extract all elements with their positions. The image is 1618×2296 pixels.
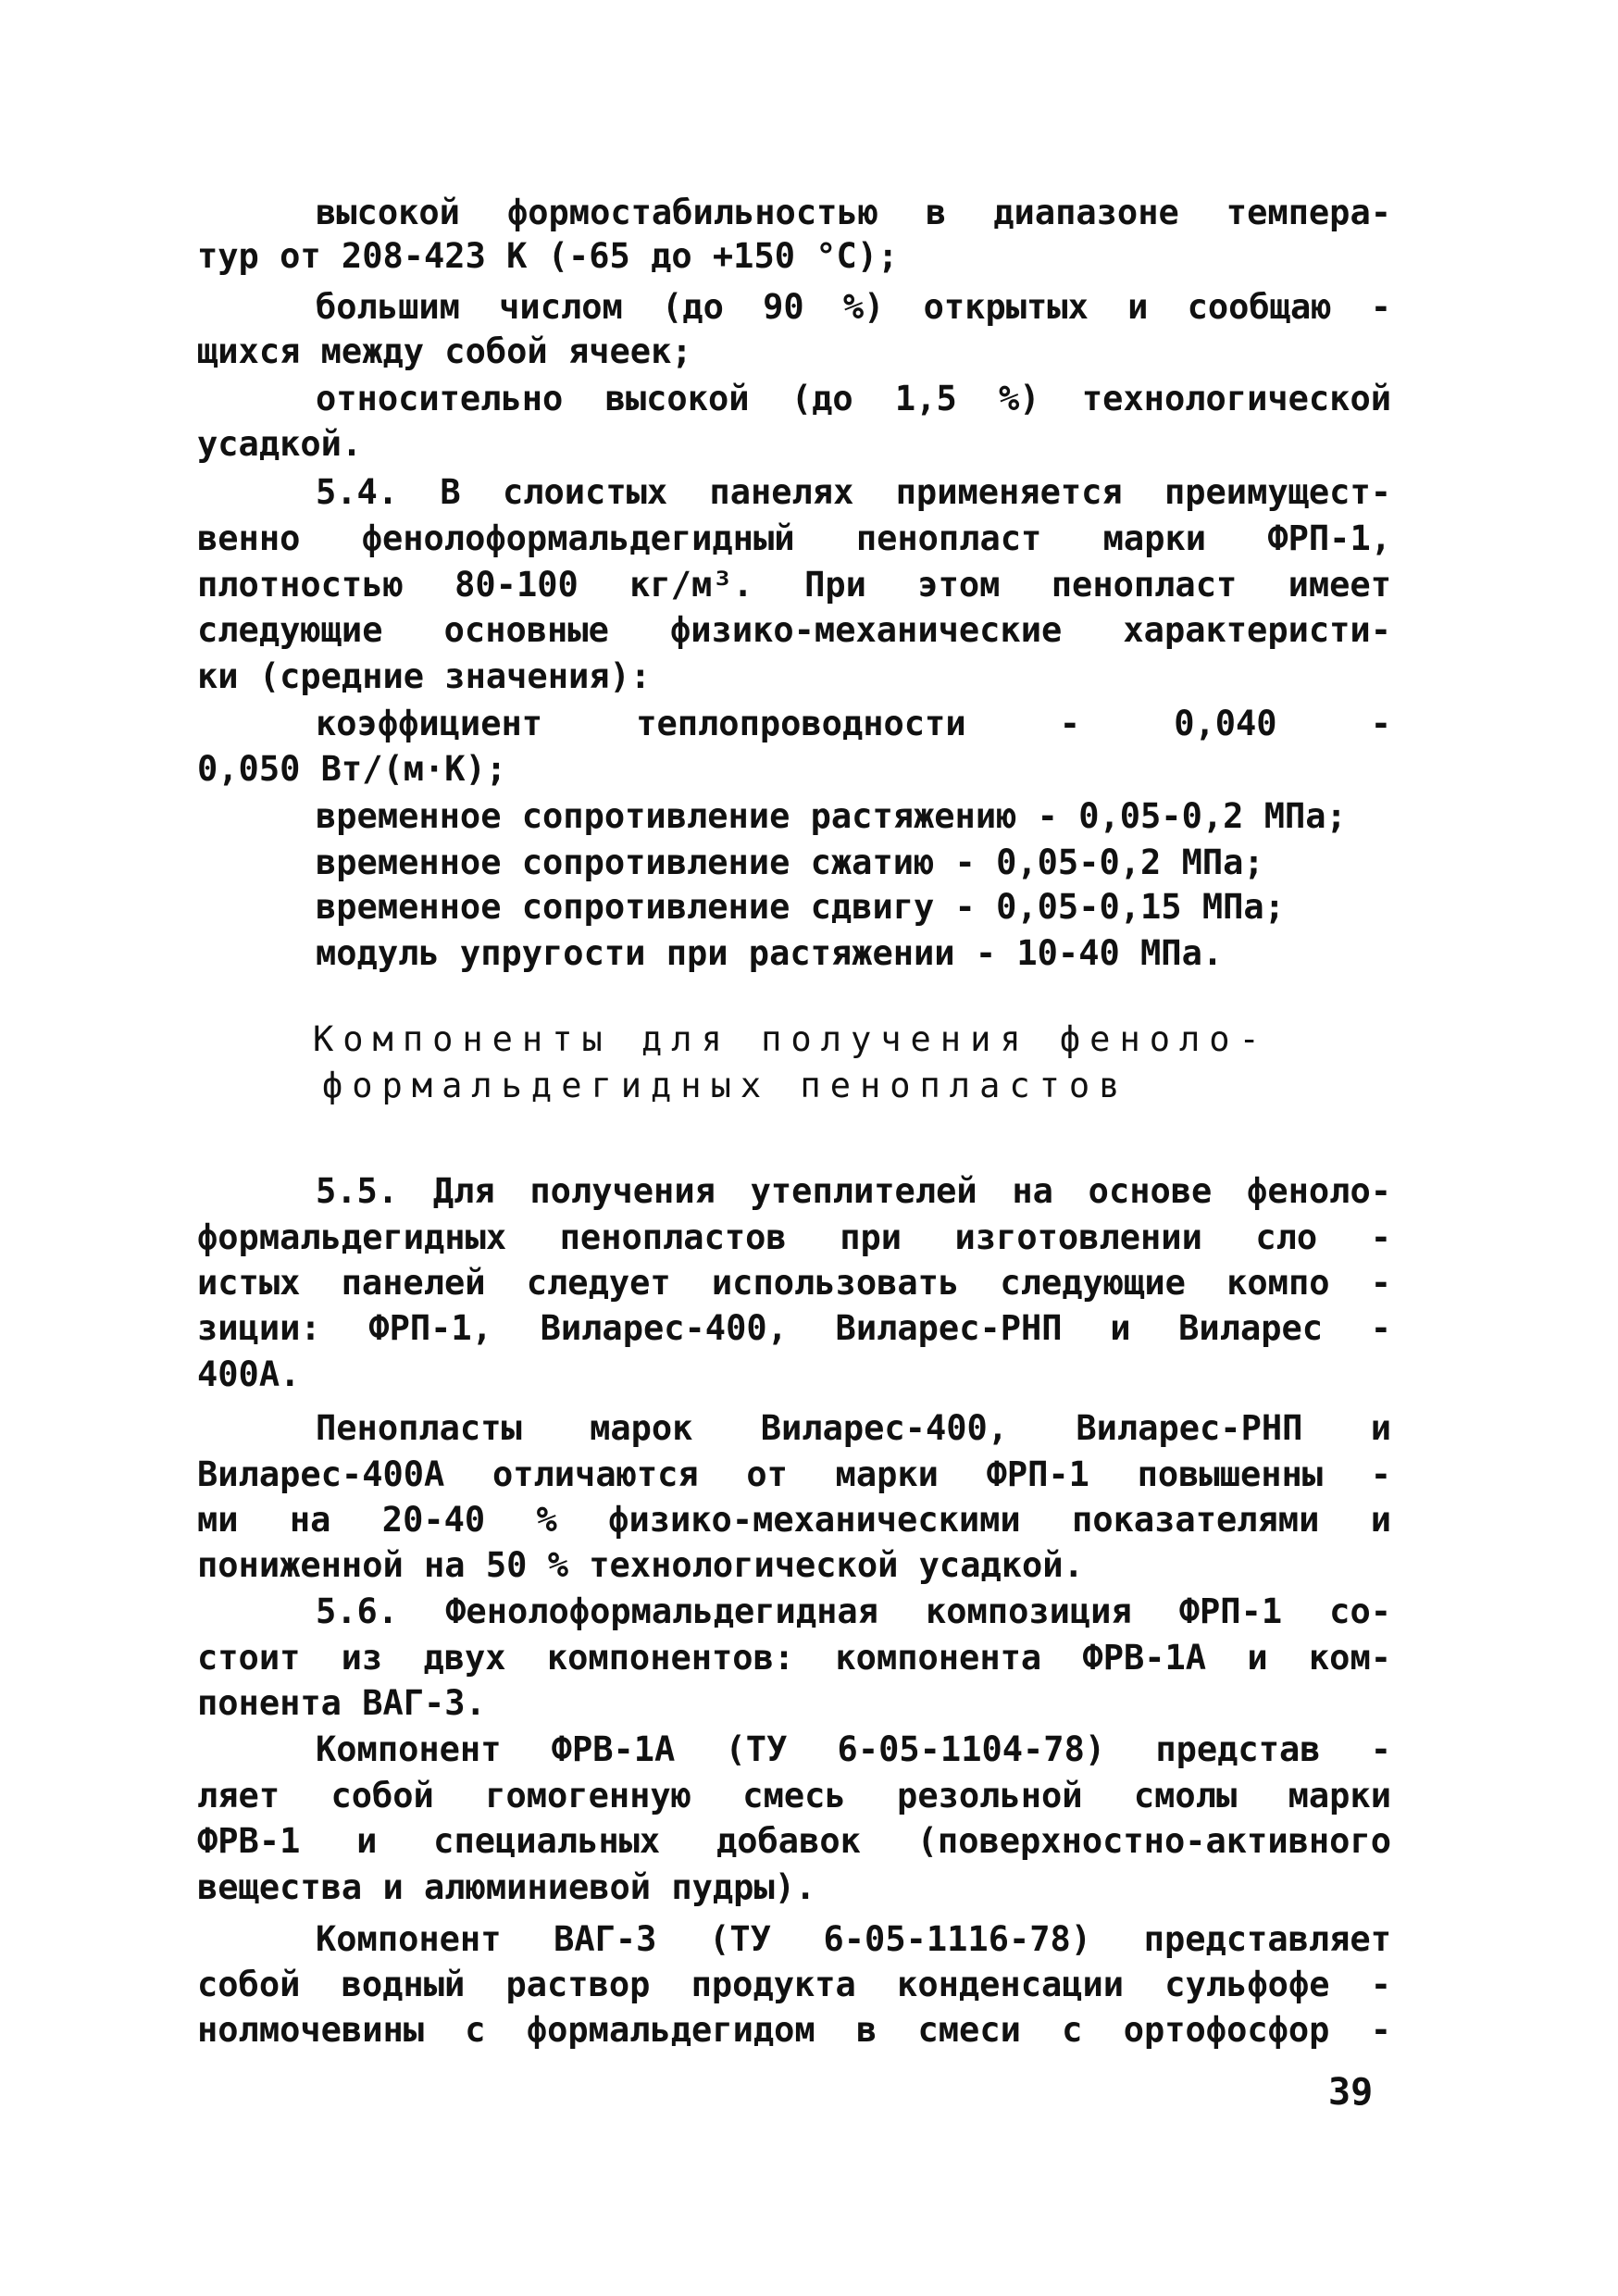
text-line: ФРВ-1 и специальных добавок (поверхностно-активного xyxy=(197,1821,1391,1861)
text-line: венно фенолоформальдегидный пенопласт марки ФРП-1, xyxy=(197,518,1391,558)
text-line: пониженной на 50 % технологической усадкой. xyxy=(197,1545,1084,1585)
text-line: временное сопротивление сдвигу - 0,05-0,15 МПа; xyxy=(316,887,1285,927)
text-line: Виларес-400А отличаются от марки ФРП-1 повышенны - xyxy=(197,1454,1391,1494)
text-line: щихся между собой ячеек; xyxy=(197,331,692,371)
text-line: ки (средние значения): xyxy=(197,656,652,696)
text-line: собой водный раствор продукта конденсации сульфофе - xyxy=(197,1965,1391,2004)
text-line: стоит из двух компонентов: компонента ФРВ-1А и ком- xyxy=(197,1638,1391,1678)
text-line: плотностью 80-100 кг/м³. При этом пенопласт имеет xyxy=(197,565,1391,605)
text-line: зиции: ФРП-1, Виларес-400, Виларес-РНП и Виларес - xyxy=(197,1308,1391,1348)
text-line: временное сопротивление растяжению - 0,05-0,2 МПа; xyxy=(316,796,1347,836)
text-line: временное сопротивление сжатию - 0,05-0,2 МПа; xyxy=(316,842,1264,882)
text-line: коэффициент теплопроводности - 0,040 - xyxy=(316,704,1391,743)
text-line: высокой формостабильностью в диапазоне темпера- xyxy=(316,193,1391,232)
page-number: 39 xyxy=(1328,2071,1374,2114)
text-line: Компонент ФРВ-1А (ТУ 6-05-1104-78) представ - xyxy=(316,1729,1391,1769)
text-line: формальдегидных пенопластов при изготовлении сло - xyxy=(197,1217,1391,1257)
text-line: нолмочевины с формальдегидом в смеси с ортофосфор - xyxy=(197,2010,1391,2050)
text-line: Компонент ВАГ-3 (ТУ 6-05-1116-78) представляет xyxy=(316,1919,1391,1959)
text-line: истых панелей следует использовать следующие компо - xyxy=(197,1263,1391,1303)
text-line: модуль упругости при растяжении - 10-40 МПа. xyxy=(316,933,1224,973)
text-line: большим числом (до 90 %) открытых и сообщаю - xyxy=(316,287,1391,327)
text-line: 5.5. Для получения утеплителей на основе феноло- xyxy=(316,1171,1391,1211)
text-line: следующие основные физико-механические характеристи- xyxy=(197,610,1391,650)
text-line: 400А. xyxy=(197,1354,301,1394)
section-heading-line: Компоненты для получения феноло- xyxy=(313,1019,1269,1059)
text-line: 0,050 Вт/(м·К); xyxy=(197,749,507,789)
text-line: Пенопласты марок Виларес-400, Виларес-РНП и xyxy=(316,1408,1391,1448)
text-line: ляет собой гомогенную смесь резольной смолы марки xyxy=(197,1776,1391,1816)
text-line: 5.4. В слоистых панелях применяется преимущест- xyxy=(316,472,1391,512)
text-line: вещества и алюминиевой пудры). xyxy=(197,1867,816,1907)
text-line: относительно высокой (до 1,5 %) технологической xyxy=(316,379,1391,418)
text-line: ми на 20-40 % физико-механическими показателями и xyxy=(197,1500,1391,1540)
section-heading-line: формальдегидных пенопластов xyxy=(322,1066,1129,1105)
text-line: 5.6. Фенолоформальдегидная композиция ФРП-1 со- xyxy=(316,1591,1391,1631)
text-line: тур от 208-423 К (-65 до +150 °С); xyxy=(197,236,899,276)
text-line: понента ВАГ-3. xyxy=(197,1683,486,1723)
text-line: усадкой. xyxy=(197,424,363,464)
